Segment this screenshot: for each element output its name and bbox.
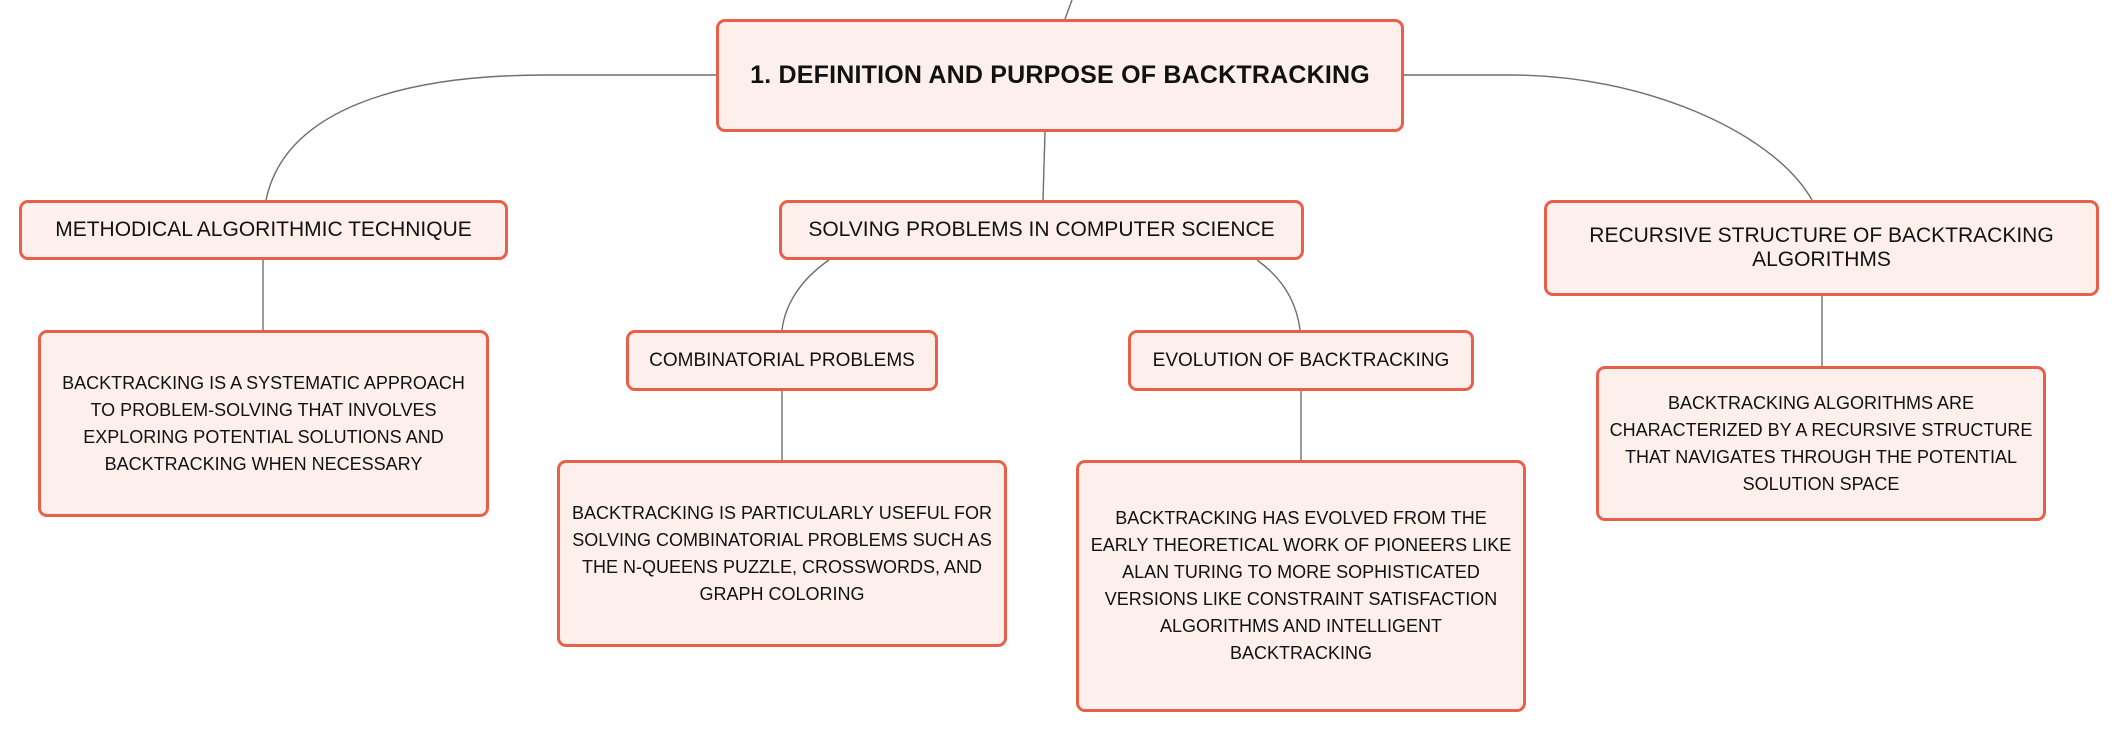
connector-root-to-solving [1043,132,1045,200]
topic-label-solving-problems: SOLVING PROBLEMS IN COMPUTER SCIENCE [808,218,1275,241]
detail-text-combinatorial: BACKTRACKING IS PARTICULARLY USEFUL FOR SOLVING COMBINATORIAL PROBLEMS SUCH AS THE N-QUEENS PUZZLE, CROSSWORDS, AND GRAPH COLORING [571,502,993,604]
subtopic-label-combinatorial: COMBINATORIAL PROBLEMS [649,349,915,371]
detail-node-methodical[interactable] [38,330,489,517]
connector-parent-stub [1065,0,1072,19]
topic-node-methodical[interactable] [19,200,508,260]
detail-text-recursive-structure: BACKTRACKING ALGORITHMS ARE CHARACTERIZED BY A RECURSIVE STRUCTURE THAT NAVIGATES THROUGH THE POTENTIAL SOLUTION SPACE [1609,392,2033,494]
detail-node-combinatorial[interactable] [557,460,1007,647]
detail-node-recursive-structure[interactable] [1596,366,2046,521]
connector-solving-to-combinatorial [782,260,829,330]
topic-node-solving-problems[interactable] [779,200,1304,260]
topic-label-recursive-structure: RECURSIVE STRUCTURE OF BACKTRACKING ALGORITHMS [1589,224,2054,271]
connector-root-to-methodical [266,75,716,200]
root-node-label: 1. DEFINITION AND PURPOSE OF BACKTRACKING [750,61,1370,89]
connector-root-to-recursive [1404,75,1812,200]
connector-solving-to-evolution [1257,260,1300,330]
subtopic-node-combinatorial[interactable] [626,330,938,391]
topic-label-methodical: METHODICAL ALGORITHMIC TECHNIQUE [55,218,472,241]
root-node[interactable] [716,19,1404,132]
topic-node-recursive-structure[interactable] [1544,200,2099,296]
detail-text-methodical: BACKTRACKING IS A SYSTEMATIC APPROACH TO PROBLEM-SOLVING THAT INVOLVES EXPLORING POTENTIAL SOLUTIONS AND BACKTRACKING WHEN NECESSARY [62,372,465,474]
subtopic-node-evolution[interactable] [1128,330,1474,391]
subtopic-label-evolution: EVOLUTION OF BACKTRACKING [1152,349,1450,371]
detail-node-evolution[interactable] [1076,460,1526,712]
detail-text-evolution: BACKTRACKING HAS EVOLVED FROM THE EARLY THEORETICAL WORK OF PIONEERS LIKE ALAN TURING TO MORE SOPHISTICATED VERSIONS LIKE CONSTRAINT SATISFACTION ALGORITHMS AND INTELLIGENT BACKTRACKING [1090,508,1512,663]
